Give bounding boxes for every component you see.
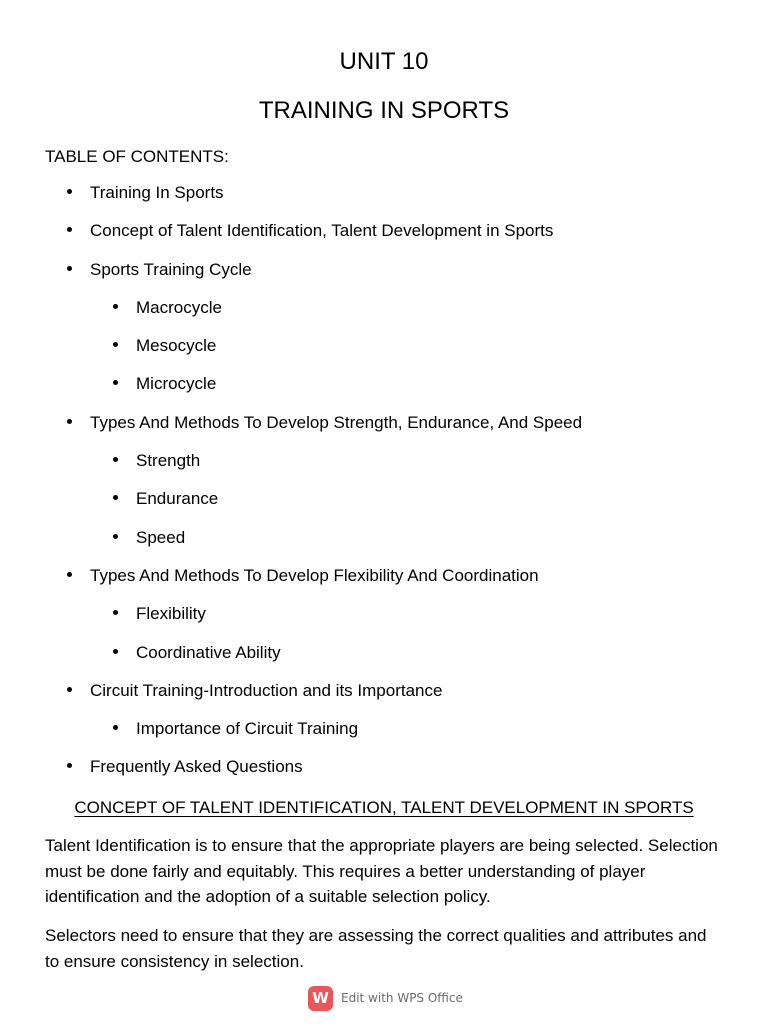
toc-item-label: Circuit Training-Introduction and its Importance (90, 680, 443, 700)
toc-subitem-coordinative-ability (0, 642, 768, 680)
unit-number: UNIT 10 (339, 48, 429, 75)
toc-item-flexibility-coordination (0, 565, 768, 603)
toc-item-label: Speed (136, 527, 186, 547)
toc-item-training-in-sports (0, 182, 768, 220)
toc-item-label: Types And Methods To Develop Flexibility And Coordination (90, 565, 539, 585)
toc-item-faq (0, 756, 768, 794)
toc-subitem-strength (0, 450, 768, 488)
toc-item-label: Flexibility (136, 604, 206, 624)
bullet-icon (67, 189, 72, 194)
toc-item-label: Endurance (136, 489, 219, 509)
wps-edit-banner[interactable] (308, 985, 463, 1011)
bullet-icon (113, 610, 118, 615)
section-heading: CONCEPT OF TALENT IDENTIFICATION, TALENT DEVELOPMENT IN SPORTS (74, 798, 694, 817)
body-paragraph: Talent Identification is to ensure that the appropriate players are being selected. Selection must be done fairly and equitably. This requires a better understanding of player identification and the adoption of a suitable selection policy. (45, 836, 718, 906)
toc-subitem-endurance (0, 488, 768, 526)
bullet-icon (67, 572, 72, 577)
toc-item-label: Microcycle (136, 374, 217, 394)
bullet-icon (67, 266, 72, 271)
page-title: TRAINING IN SPORTS (258, 97, 510, 124)
toc-item-label: Strength (136, 451, 201, 471)
body-paragraph: Selectors need to ensure that they are assessing the correct qualities and attributes and to ensure consistency in selection. (45, 926, 707, 971)
bullet-icon (67, 419, 72, 424)
bullet-icon (113, 534, 118, 539)
toc-subitem-speed (0, 527, 768, 565)
bullet-icon (113, 380, 118, 385)
toc-heading: TABLE OF CONTENTS: (45, 147, 229, 166)
bullet-icon (113, 495, 118, 500)
toc-subitem-flexibility (0, 603, 768, 641)
toc-item-label: Mesocycle (136, 336, 217, 356)
toc-item-label: Training In Sports (90, 183, 224, 202)
toc-item-strength-endurance-speed (0, 412, 768, 450)
toc-item-label: Importance of Circuit Training (136, 719, 359, 739)
toc-item-label: Macrocycle (136, 297, 222, 317)
toc-item-circuit-training (0, 680, 768, 718)
bullet-icon (113, 457, 118, 462)
bullet-icon (67, 763, 72, 768)
table-of-contents (0, 182, 768, 795)
toc-item-training-cycle (0, 259, 768, 297)
toc-item-label: Coordinative Ability (136, 642, 281, 662)
bullet-icon (113, 342, 118, 347)
toc-subitem-macrocycle (0, 297, 768, 335)
wps-logo-icon: W (308, 986, 333, 1011)
bullet-icon (67, 227, 72, 232)
toc-item-talent-identification (0, 220, 768, 258)
toc-subitem-microcycle (0, 373, 768, 411)
toc-item-label: Types And Methods To Develop Strength, Endurance, And Speed (90, 412, 583, 432)
toc-item-label: Sports Training Cycle (90, 259, 252, 279)
bullet-icon (113, 649, 118, 654)
toc-subitem-importance-circuit (0, 718, 768, 756)
bullet-icon (67, 687, 72, 692)
toc-item-label: Concept of Talent Identification, Talent Development in Sports (90, 221, 554, 241)
bullet-icon (113, 304, 118, 309)
wps-edit-label: Edit with WPS Office (341, 991, 463, 1005)
toc-item-label: Frequently Asked Questions (90, 757, 303, 777)
bullet-icon (113, 725, 118, 730)
toc-subitem-mesocycle (0, 335, 768, 373)
